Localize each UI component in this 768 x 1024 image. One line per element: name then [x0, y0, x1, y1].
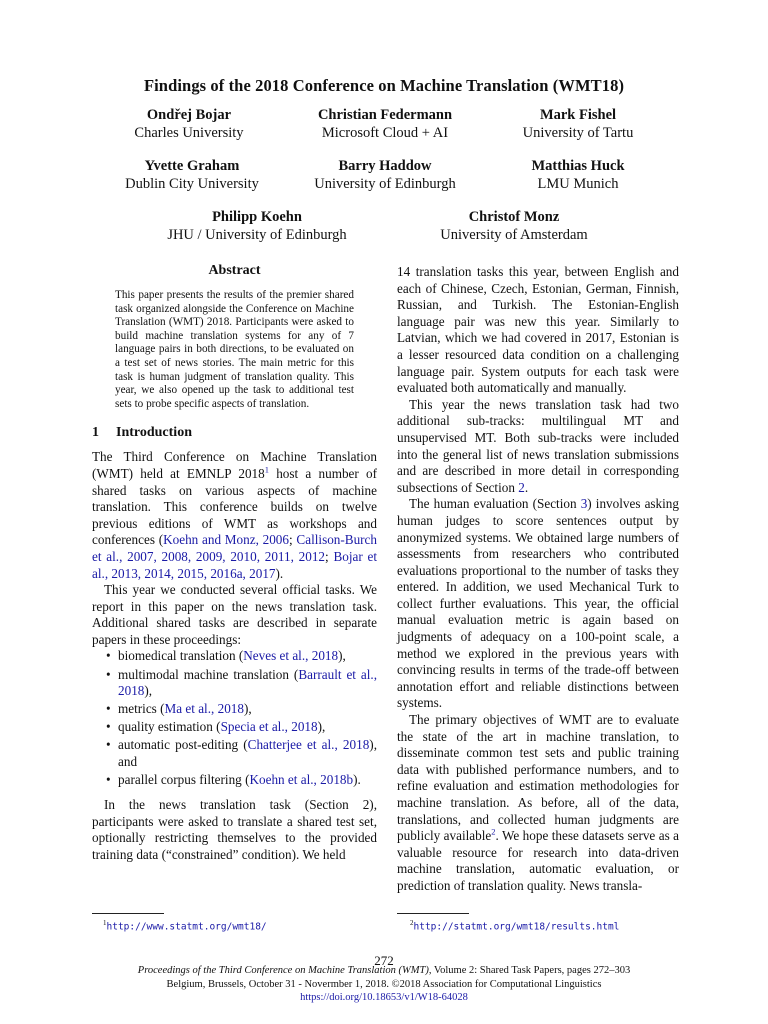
- author-name: Matthias Huck: [531, 158, 625, 174]
- text-span: quality estimation (: [118, 719, 221, 735]
- author-affiliation: University of Amsterdam: [440, 227, 588, 243]
- citation-link[interactable]: Koehn et al., 2018b: [249, 772, 354, 788]
- author-affiliation: University of Tartu: [522, 125, 634, 141]
- list-item: [106, 719, 377, 736]
- right-paragraph-3: [397, 496, 679, 712]
- text-span: ), participants were asked to translate a shared test set, optionally restricting themselves to the provided training data (“constrained” condition). We held: [92, 797, 377, 862]
- paper-title: Findings of the 2018 Conference on Machine Translation (WMT18): [143, 76, 625, 95]
- citation-link[interactable]: Ma et al., 2018: [164, 701, 244, 717]
- footnote-ref[interactable]: 1: [264, 464, 269, 475]
- footnote-url[interactable]: http://statmt.org/wmt18/results.html: [413, 921, 620, 933]
- left-column: [92, 263, 377, 864]
- footnote-mark: 2: [410, 919, 414, 927]
- author-name: Yvette Graham: [144, 158, 240, 174]
- text-span: metrics (: [118, 701, 165, 717]
- text-span: host a number of shared tasks on various aspects of machine translation. This conference builds on twelve previous editions of WMT as workshops and conferences (: [92, 465, 377, 548]
- list-item: [106, 772, 377, 789]
- text-span: .: [524, 479, 529, 495]
- list-item: [106, 648, 377, 665]
- citation-link[interactable]: Callison-Burch et al., 2007, 2008, 2009, 2010, 2011, 2012: [92, 532, 378, 564]
- text-span: This year the news translation task had two additional sub-tracks: multilingual MT and unsupervised MT. Both sub-tracks were included into the general list of news translation submissions and are described in more detail in corresponding subsections of Section: [397, 396, 679, 495]
- author-name: Christian Federmann: [317, 107, 453, 123]
- text-span: ),: [144, 683, 153, 699]
- author-name: Mark Fishel: [539, 107, 617, 123]
- citation-link[interactable]: Specia et al., 2018: [220, 719, 318, 735]
- text-span: The primary objectives of WMT are to evaluate the state of the art in machine translation, to disseminate common test sets and public training data with published performance numbers, and to refine evaluation and estimation methodologies for machine translation. As before, all of the data, translations, and collected human judgments are publicly available: [397, 712, 679, 844]
- author-name: Christof Monz: [468, 209, 560, 225]
- proceedings-pages: , Volume 2: Shared Task Papers, pages 272–303: [428, 965, 631, 976]
- intro-paragraph-1: [92, 449, 377, 582]
- section-link[interactable]: 3: [580, 496, 588, 512]
- author-affiliation: University of Edinburgh: [314, 176, 456, 192]
- citation-link[interactable]: Koehn and Monz, 2006: [163, 532, 289, 548]
- footnote-rule: [92, 913, 164, 914]
- intro-paragraph-3: [92, 797, 377, 863]
- author-block: [394, 208, 634, 244]
- section-title: Introduction: [116, 425, 192, 441]
- author-block: [458, 106, 698, 142]
- text-span: automatic post-editing (: [118, 737, 248, 753]
- author-name: Philipp Koehn: [212, 209, 302, 225]
- footnote-rule: [397, 913, 469, 914]
- right-paragraph-1: 14 translation tasks this year, between English and each of Chinese, Czech, Estonian, German, Finnish, Russian, and Turkish. The Estonian-English language pair was new this year. Similarly to Latvian, which we had covered in 2017, Estonian is a lesser resourced data condition on a challenging language pair. System outputs for each task were evaluated both automatically and manually.: [397, 264, 679, 396]
- bullet-icon: •: [106, 772, 111, 788]
- right-paragraph-2: [397, 397, 679, 497]
- author-block: [137, 208, 377, 244]
- bullet-icon: •: [106, 648, 111, 664]
- list-item: [106, 701, 377, 718]
- text-span: ;: [325, 548, 334, 564]
- text-span: ), and: [118, 737, 377, 770]
- author-affiliation: JHU / University of Edinburgh: [167, 227, 347, 243]
- text-span: ) involves asking human judges to score sentences output by anonymized systems. We obtained large numbers of assessments from researchers who contributed evaluations proportional to the number of tasks they entered. In addition, we used Mechanical Turk to collect further evaluations. This year, the official manual evaluation metric is again based on judgments of adequacy on a 100-point scale, a method we explored in the previous years with convincing results in terms of the trade-off between annotation effort and reliable distinctions between systems.: [397, 496, 679, 711]
- text-span: multimodal machine translation (: [118, 666, 299, 682]
- footnote-2: [410, 917, 619, 933]
- citation-link[interactable]: Neves et al., 2018: [243, 648, 339, 664]
- bullet-icon: •: [106, 666, 111, 682]
- doi-link[interactable]: https://doi.org/10.18653/v1/W18-64028: [300, 992, 468, 1003]
- section-ref: 2: [362, 797, 370, 813]
- proceedings-line-1: [0, 964, 768, 978]
- author-affiliation: Charles University: [134, 125, 244, 141]
- section-heading: [92, 425, 377, 441]
- text-span: In the news translation task (Section: [104, 797, 363, 813]
- text-span: parallel corpus filtering (: [118, 772, 250, 788]
- list-item: [106, 737, 377, 770]
- text-span: ;: [289, 532, 297, 548]
- text-span: The Third Conference on Machine Translation (WMT) held at EMNLP 2018: [92, 449, 377, 481]
- citation-link[interactable]: Bojar et al., 2013, 2014, 2015, 2016a, 2017: [92, 548, 377, 581]
- author-affiliation: LMU Munich: [537, 176, 619, 192]
- bullet-icon: •: [106, 737, 111, 753]
- text-span: ),: [338, 648, 346, 664]
- list-item: [106, 667, 377, 700]
- intro-paragraph-2: This year we conducted several official tasks. We report in this paper on the news translation task. Additional shared tasks are described in separate papers in these proceedings:: [92, 582, 377, 647]
- author-name: Ondřej Bojar: [146, 107, 232, 123]
- bullet-icon: •: [106, 701, 111, 717]
- author-affiliation: Microsoft Cloud + AI: [321, 125, 449, 141]
- citation-link[interactable]: Chatterjee et al., 2018: [247, 737, 370, 753]
- abstract-text: This paper presents the results of the premier shared task organized alongside the Conference on Machine Translation (WMT) 2018. Participants were asked to build machine translation systems for any of 7 language pairs in both directions, to be evaluated on a test set of news stories. The main metric for this task is human judgment of translation quality. This year, we also opened up the task to additional test sets to probe specific aspects of translation.: [115, 289, 354, 410]
- proceedings-title: Proceedings of the Third Conference on Machine Translation (WMT): [137, 965, 429, 976]
- text-span: The human evaluation (Section: [409, 496, 581, 512]
- author-name: Barry Haddow: [338, 158, 432, 174]
- section-link[interactable]: 2: [518, 479, 525, 495]
- proceedings-footer: [0, 964, 768, 1005]
- text-span: ),: [244, 701, 252, 717]
- proceedings-line-2: Belgium, Brussels, October 31 - Novermber 1, 2018. ©2018 Association for Computational Linguistics: [166, 978, 602, 990]
- text-span: biomedical translation (: [118, 648, 244, 664]
- right-paragraph-4: [397, 712, 679, 895]
- abstract-heading: Abstract: [208, 263, 261, 278]
- footnote-url[interactable]: http://www.statmt.org/wmt18/: [106, 921, 267, 933]
- footnote-ref[interactable]: 2: [491, 826, 496, 837]
- section-number: 1: [92, 425, 99, 441]
- page-number: 272: [374, 953, 394, 968]
- footnote-1: [103, 917, 267, 933]
- text-span: ),: [317, 719, 326, 735]
- right-column: [397, 264, 679, 895]
- citation-link[interactable]: Barrault et al., 2018: [118, 666, 377, 699]
- text-span: ).: [353, 772, 361, 788]
- bullet-icon: •: [106, 719, 111, 735]
- author-block: [458, 157, 698, 193]
- text-span: . We hope these datasets serve as a valuable resource for research into data-driven machine translation, automatic evaluation, or prediction of translation quality. News transla-: [397, 828, 679, 893]
- text-span: ).: [275, 565, 284, 581]
- author-affiliation: Dublin City University: [125, 176, 259, 192]
- footnote-mark: 1: [103, 919, 107, 927]
- shared-task-list: [92, 648, 377, 788]
